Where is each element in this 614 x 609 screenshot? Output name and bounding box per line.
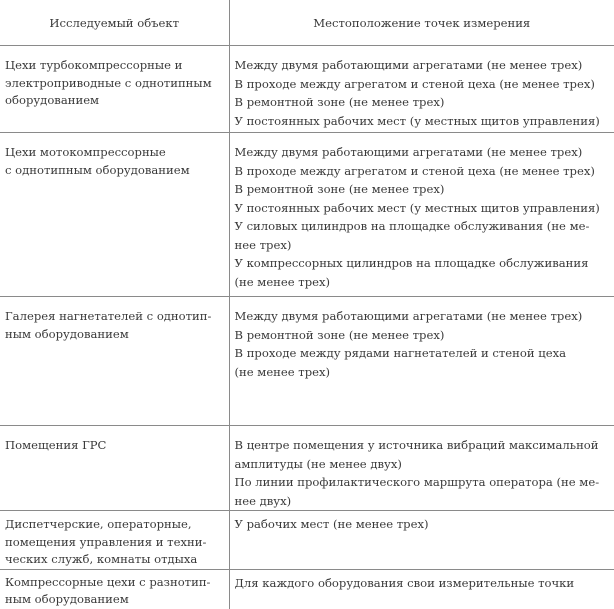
location-text: (не менее трех) [234,274,331,289]
table-row [0,426,614,511]
location-text: В проходе между агрегатом и стеной цеха (не менее трех) [234,163,595,178]
location-cell [229,46,614,133]
location-text: Между двумя работающими агрегатами (не менее трех) [234,309,583,323]
location-text: Между двумя работающими агрегатами (не менее трех) [234,145,583,159]
object-cell [0,569,229,609]
location-cell [229,297,614,426]
header-location: Местоположение точек измерения [229,0,614,46]
location-text: У силовых цилиндров на площадке обслуживания (не ме- [234,219,590,233]
table-row [0,46,614,133]
location-text: нее двух) [234,493,292,508]
location-text: В ремонтной зоне (не менее трех) [234,95,445,109]
header-object: Исследуемый объект [0,0,229,46]
location-text: В проходе между рядами нагнетателей и стеной цеха [234,346,567,360]
object-text: помещения управления и техни- [5,534,207,549]
location-text: Для каждого оборудования свои измерительные точки [234,575,575,590]
location-text: В центре помещения у источника вибраций максимальной [234,438,599,452]
object-text: с однотипным оборудованием [5,162,190,177]
location-text: В ремонтной зоне (не менее трех) [234,182,445,196]
location-text: нее трех) [234,237,292,252]
location-text: амплитуды (не менее двух) [234,456,402,471]
location-text: У постоянных рабочих мест (у местных щитов управления) [234,200,600,215]
table-row [0,297,614,426]
location-cell [229,133,614,297]
location-text: По линии профилактического маршрута оператора (не ме- [234,475,600,489]
location-text: Между двумя работающими агрегатами (не менее трех) [234,58,583,72]
table-row [0,569,614,609]
location-cell [229,569,614,609]
object-cell [0,426,229,511]
object-text: Галерея нагнетателей с однотип- [5,309,212,323]
object-text: ным оборудованием [5,326,129,341]
location-text: У рабочих мест (не менее трех) [234,517,429,531]
object-text: Помещения ГРС [5,438,107,452]
location-text: В ремонтной зоне (не менее трех) [234,327,445,342]
location-text: У постоянных рабочих мест (у местных щитов управления) [234,113,600,128]
object-text: Компрессорные цехи с разнотип- [5,574,211,589]
location-cell [229,511,614,570]
location-cell [229,426,614,511]
object-text: оборудованием [5,93,100,107]
table-header-row [0,0,614,46]
location-text: (не менее трех) [234,364,331,379]
object-cell [0,297,229,426]
object-text: Диспетчерские, операторные, [5,517,192,531]
object-cell [0,133,229,297]
object-cell [0,46,229,133]
object-text: Цехи мотокомпрессорные [5,145,166,159]
object-text: ческих служб, комнаты отдыха [5,552,198,566]
table-row [0,133,614,297]
object-cell [0,511,229,570]
location-text: В проходе между агрегатом и стеной цеха (не менее трех) [234,76,595,91]
object-text: электроприводные с однотипным [5,75,212,90]
object-text: Цехи турбокомпрессорные и [5,58,183,72]
location-text: У компрессорных цилиндров на площадке обслуживания [234,256,589,270]
object-text: ным оборудованием [5,592,129,606]
table-row [0,511,614,570]
